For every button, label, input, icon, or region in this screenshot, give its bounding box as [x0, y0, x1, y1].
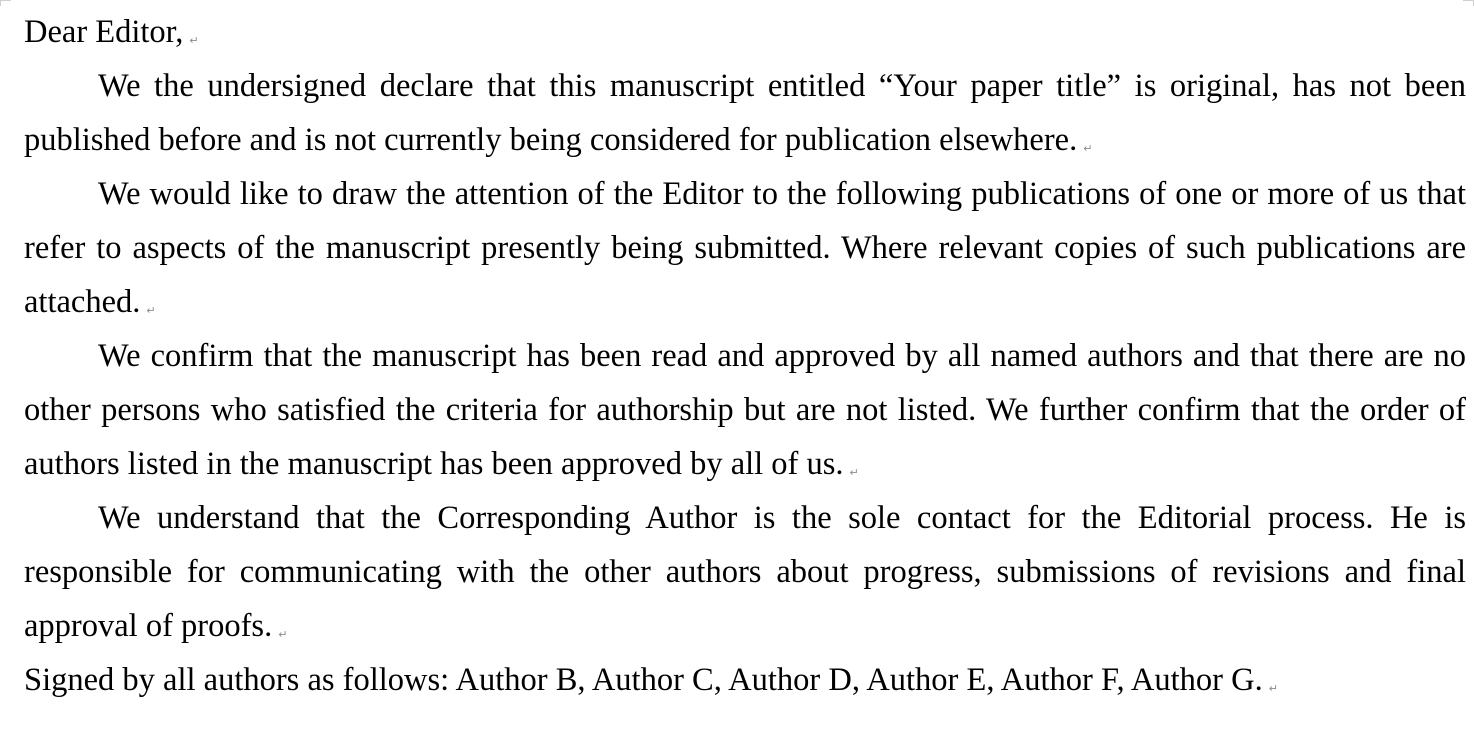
- corresponding-author-paragraph[interactable]: [24, 491, 1466, 653]
- paragraph-text: We confirm that the manuscript has been read and approved by all named authors and that there are no other persons who satisfied the criteria for authorship but are not listed. We further confirm that the order of authors listed in the manuscript has been approved by all of us.: [24, 338, 1466, 482]
- approval-paragraph[interactable]: [24, 329, 1466, 491]
- paragraph-text: We understand that the Corresponding Author is the sole contact for the Editorial process. He is responsible for communicating with the other authors about progress, submissions of revisions and final approval of proofs.: [24, 500, 1466, 644]
- salutation-paragraph[interactable]: [24, 5, 1466, 59]
- declaration-paragraph[interactable]: [24, 59, 1466, 167]
- page-corner-mark-left: [0, 0, 11, 6]
- signature-text: Signed by all authors as follows: Author B, Author C, Author D, Author E, Author F, Author G.: [24, 662, 1263, 698]
- paragraph-mark-icon: ↵: [849, 466, 859, 479]
- paragraph-mark-icon: ↵: [278, 628, 288, 641]
- paragraph-text: We the undersigned declare that this manuscript entitled “Your paper title” is original, has not been published before and is not currently being considered for publication elsewhere.: [24, 68, 1466, 158]
- paragraph-mark-icon: ↵: [146, 304, 156, 317]
- document-body[interactable]: [24, 5, 1466, 707]
- paragraph-mark-icon: ↵: [189, 34, 199, 47]
- paragraph-mark-icon: ↵: [1268, 682, 1278, 695]
- publications-paragraph[interactable]: [24, 167, 1466, 329]
- signature-paragraph[interactable]: [24, 653, 1466, 707]
- salutation-text: Dear Editor,: [24, 14, 184, 50]
- paragraph-text: We would like to draw the attention of the Editor to the following publications of one or more of us that refer to aspects of the manuscript presently being submitted. Where relevant copies of such publications are attached.: [24, 176, 1466, 320]
- paragraph-mark-icon: ↵: [1083, 142, 1093, 155]
